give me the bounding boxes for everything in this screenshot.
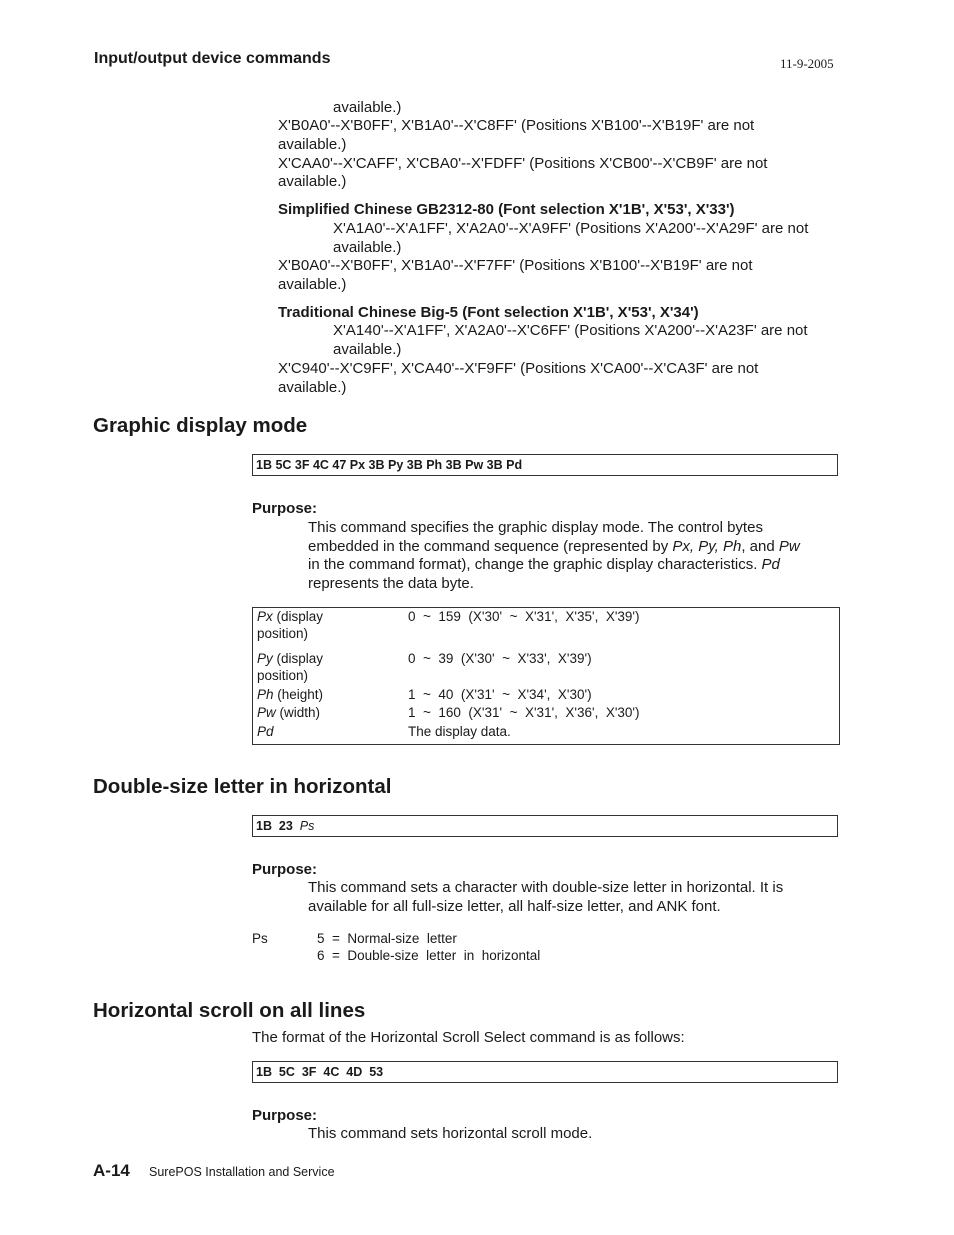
text-line: available.)	[278, 379, 347, 396]
param-value-cell: 0 ~ 39 (X'30' ~ X'33', X'39')	[408, 651, 592, 666]
text-line: embedded in the command sequence (represented by Px, Py, Ph, and Pw	[308, 537, 800, 555]
param-name-cell: Px (display position)	[257, 609, 324, 641]
text-line: X'A1A0'--X'A1FF', X'A2A0'--X'A9FF' (Positions X'A200'--X'A29F' are not	[333, 220, 809, 237]
page-number: A-14	[93, 1161, 130, 1180]
section-heading-graphic-display-mode: Graphic display mode	[93, 414, 308, 437]
parameter-table	[252, 607, 840, 745]
param-name-cell: Pd	[257, 724, 274, 739]
param-name-cell: Pw (width)	[257, 705, 321, 720]
text-line: X'CAA0'--X'CAFF', X'CBA0'--X'FDFF' (Positions X'CB00'--X'CB9F' are not	[278, 155, 768, 172]
footer-title: SurePOS Installation and Service	[149, 1165, 335, 1179]
running-header-date: 11-9-2005	[780, 56, 834, 71]
section-heading-double-size-letter: Double-size letter in horizontal	[93, 775, 392, 798]
purpose-description	[308, 879, 838, 916]
param-value-cell: 1 ~ 40 (X'31' ~ X'34', X'30')	[408, 687, 592, 702]
running-header-title: Input/output device commands	[94, 50, 331, 67]
text-line: represents the data byte.	[308, 574, 474, 592]
section-heading-horizontal-scroll: Horizontal scroll on all lines	[93, 999, 366, 1022]
purpose-label: Purpose:	[252, 500, 318, 517]
param-value-cell: The display data.	[408, 724, 511, 739]
text-line: X'B0A0'--X'B0FF', X'B1A0'--X'C8FF' (Positions X'B100'--X'B19F' are not	[278, 117, 755, 134]
text-line: This command specifies the graphic display mode. The control bytes	[308, 519, 763, 536]
text-line: X'C940'--X'C9FF', X'CA40'--X'F9FF' (Positions X'CA00'--X'CA3F' are not	[278, 360, 759, 377]
param-name-cell: Ph (height)	[257, 687, 324, 702]
command-syntax-box: 1B 5C 3F 4C 4D 53	[252, 1061, 838, 1083]
text-line: available.)	[278, 173, 347, 190]
text-line: available.)	[333, 239, 402, 256]
ps-option: 5 = Normal-size letter	[317, 931, 457, 946]
purpose-description	[308, 519, 838, 593]
purpose-label: Purpose:	[252, 1107, 318, 1124]
param-value-cell: 0 ~ 159 (X'30' ~ X'31', X'35', X'39')	[408, 609, 640, 624]
text-line: X'A140'--X'A1FF', X'A2A0'--X'C6FF' (Positions X'A200'--X'A23F' are not	[333, 322, 808, 339]
text-line: available.)	[333, 99, 402, 116]
text-line: available for all full-size letter, all half-size letter, and ANK font.	[308, 897, 721, 915]
ps-option: 6 = Double-size letter in horizontal	[317, 948, 541, 963]
purpose-label: Purpose:	[252, 861, 318, 878]
text-line: available.)	[333, 341, 402, 358]
command-syntax-box: 1B 23 Ps	[252, 815, 838, 837]
text-line: X'B0A0'--X'B0FF', X'B1A0'--X'F7FF' (Positions X'B100'--X'B19F' are not	[278, 257, 753, 274]
intro-text: The format of the Horizontal Scroll Select command is as follows:	[252, 1029, 685, 1046]
text-line: in the command format), change the graphic display characteristics. Pd	[308, 556, 780, 573]
command-syntax-box: 1B 5C 3F 4C 47 Px 3B Py 3B Ph 3B Pw 3B Pd	[252, 454, 838, 476]
purpose-description: This command sets horizontal scroll mode.	[308, 1125, 593, 1142]
big5-heading: Traditional Chinese Big-5 (Font selection X'1B', X'53', X'34')	[278, 304, 699, 321]
gb2312-heading: Simplified Chinese GB2312-80 (Font selection X'1B', X'53', X'33')	[278, 201, 735, 218]
text-line: available.)	[278, 276, 347, 293]
text-line: available.)	[278, 136, 347, 153]
text-line: This command sets a character with double-size letter in horizontal. It is	[308, 879, 784, 896]
ps-label: Ps	[252, 931, 268, 946]
param-name-cell: Py (display position)	[257, 651, 324, 683]
param-value-cell: 1 ~ 160 (X'31' ~ X'31', X'36', X'30')	[408, 705, 640, 720]
